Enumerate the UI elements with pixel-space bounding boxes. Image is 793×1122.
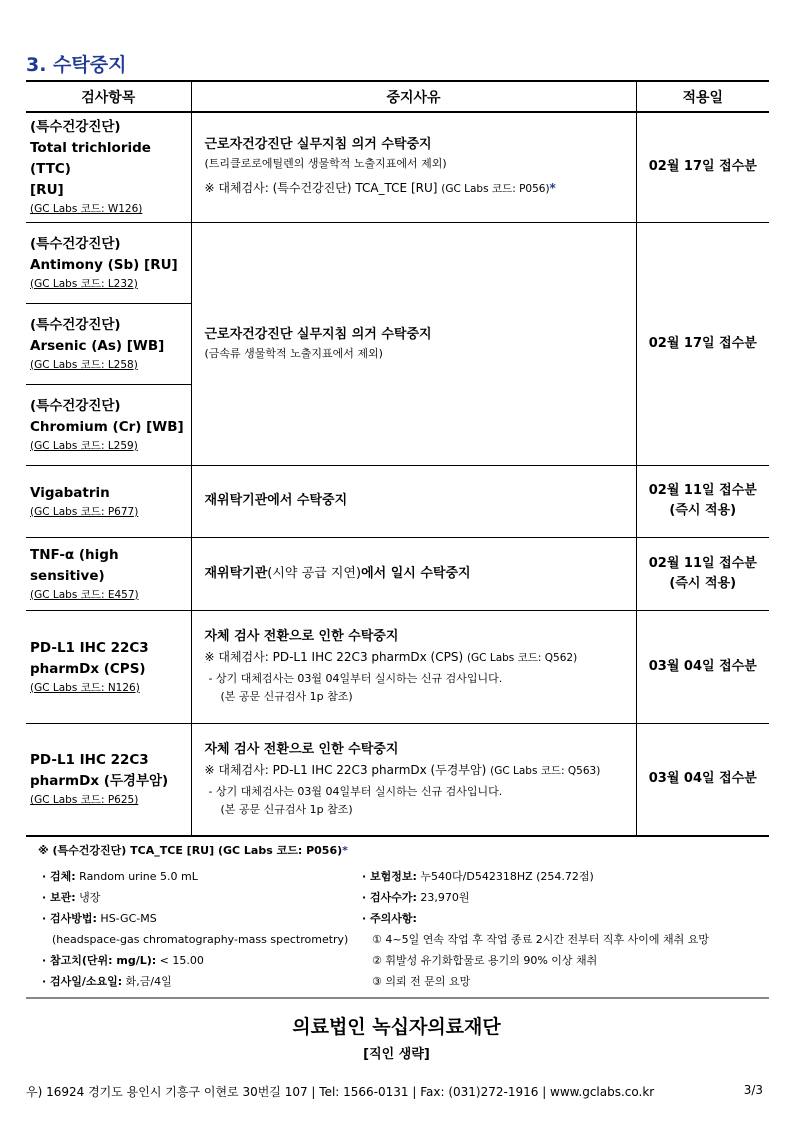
item-category: (특수건강진단) bbox=[30, 235, 121, 252]
note-label: · 보관: bbox=[42, 891, 76, 904]
reason-cell bbox=[191, 537, 636, 610]
note-line bbox=[42, 929, 362, 950]
apply-date: 02월 11일 접수분 bbox=[648, 555, 757, 571]
seal-omitted: [직인 생략] bbox=[363, 1047, 430, 1062]
item-name-cont: pharmDx (CPS) bbox=[30, 660, 146, 677]
asterisk-mark: * bbox=[549, 181, 556, 196]
note-line bbox=[362, 866, 769, 887]
alternative-test bbox=[205, 178, 632, 199]
apply-date: 02월 17일 접수분 bbox=[648, 159, 757, 175]
divider bbox=[26, 997, 769, 999]
reason-main: 근로자건강진단 실무지침 의거 수탁중지 bbox=[204, 327, 432, 342]
apply-date-cell bbox=[636, 723, 769, 836]
note-value: HS-GC-MS bbox=[96, 912, 157, 925]
alternative-test-notes bbox=[26, 842, 769, 1001]
table-row bbox=[26, 723, 769, 836]
reason-cell bbox=[191, 112, 636, 222]
note-value: Random urine 5.0 mL bbox=[75, 870, 198, 883]
note-line bbox=[362, 971, 769, 992]
reason-main: 재위탁기관에서 수탁중지 bbox=[204, 493, 348, 508]
asterisk-mark: * bbox=[342, 844, 348, 857]
note-label: · 보험정보: bbox=[362, 870, 417, 883]
footer-address: 우) 16924 경기도 용인시 기흥구 이현로 30번길 107 | Tel: 1566-0131 | Fax: (031)272-1916 | www.gclabs.co.kr bbox=[26, 1085, 655, 1099]
reason-main bbox=[205, 564, 632, 584]
item-name: Antimony (Sb) [RU] bbox=[30, 256, 178, 273]
note-label: · 주의사항: bbox=[362, 912, 417, 925]
reason-main-part: 에서 일시 수탁중지 bbox=[361, 565, 471, 581]
note-value: 누540다/D542318HZ (254.72점) bbox=[416, 870, 594, 883]
page-footer bbox=[26, 1083, 763, 1100]
apply-date: 03월 04일 접수분 bbox=[648, 658, 757, 674]
reason-note bbox=[205, 801, 632, 819]
apply-date: 03월 04일 접수분 bbox=[648, 771, 757, 787]
table-row bbox=[26, 610, 769, 723]
apply-date-cell bbox=[636, 610, 769, 723]
notes-title-text: ※ (특수건강진단) TCA_TCE [RU] (GC Labs 코드: P056) bbox=[38, 844, 343, 857]
note-label: · 참고치(단위: mg/L): bbox=[42, 954, 157, 967]
test-item-cell bbox=[26, 112, 191, 222]
note-value: 23,970원 bbox=[416, 891, 470, 904]
notes-right-column bbox=[362, 866, 769, 992]
suspension-table bbox=[26, 80, 769, 837]
header-apply-date: 적용일 bbox=[636, 81, 769, 112]
item-code: (GC Labs 코드: P677) bbox=[30, 505, 139, 518]
note-line bbox=[42, 866, 362, 887]
note-line bbox=[362, 887, 769, 908]
apply-date-cell bbox=[636, 465, 769, 537]
test-item-cell bbox=[26, 610, 191, 723]
alternative-test-name: ※ 대체검사: PD-L1 IHC 22C3 pharmDx (CPS) bbox=[204, 650, 467, 664]
item-name: Arsenic (As) [WB] bbox=[30, 337, 165, 354]
note-line bbox=[42, 908, 362, 929]
reason-cell bbox=[191, 465, 636, 537]
apply-date-note: (즉시 적용) bbox=[669, 575, 737, 591]
item-name: Chromium (Cr) [WB] bbox=[30, 418, 184, 435]
note-value: ② 휘발성 유기화합물로 용기의 90% 이상 채취 bbox=[372, 954, 598, 967]
notes-left-column bbox=[42, 866, 362, 992]
table-row bbox=[26, 537, 769, 610]
header-test-item: 검사항목 bbox=[26, 81, 191, 112]
item-code: (GC Labs 코드: P625) bbox=[30, 794, 139, 807]
apply-date: 02월 17일 접수분 bbox=[648, 335, 757, 351]
alternative-test-code: (GC Labs 코드: Q562) bbox=[466, 652, 578, 664]
reason-note-ref: (본 공문 신규검사 1p 참조) bbox=[220, 690, 353, 703]
note-line bbox=[362, 929, 769, 950]
reason-main: 자체 검사 전환으로 인한 수탁중지 bbox=[204, 629, 399, 644]
alternative-test bbox=[205, 647, 632, 668]
alternative-test-name: ※ 대체검사: (특수건강진단) TCA_TCE [RU] bbox=[204, 181, 442, 196]
reason-main: 자체 검사 전환으로 인한 수탁중지 bbox=[204, 741, 399, 757]
note-line bbox=[42, 971, 362, 992]
notes-title bbox=[26, 842, 769, 860]
note-value: (headspace-gas chromatography-mass spectrometry) bbox=[52, 933, 349, 946]
reason-sub: (금속류 생물학적 노출지표에서 제외) bbox=[204, 347, 383, 360]
reason-note-ref: (본 공문 신규검사 1p 참조) bbox=[220, 802, 353, 816]
note-line bbox=[362, 950, 769, 971]
reason-note bbox=[205, 688, 632, 706]
apply-date-cell bbox=[636, 537, 769, 610]
item-category: (특수건강진단) bbox=[30, 119, 121, 136]
apply-date: 02월 11일 접수분 bbox=[648, 483, 757, 498]
note-value: ① 4~5일 연속 작업 후 작업 종료 2시간 전부터 직후 사이에 채취 요망 bbox=[372, 933, 710, 946]
reason-note: - 상기 대체검사는 03월 04일부터 실시하는 신규 검사입니다. bbox=[208, 672, 503, 685]
item-name: PD-L1 IHC 22C3 bbox=[30, 752, 149, 769]
item-specimen: [RU] bbox=[30, 182, 64, 199]
item-code: (GC Labs 코드: L232) bbox=[30, 277, 138, 290]
page-number: 3/3 bbox=[743, 1083, 763, 1097]
note-label: · 검사방법: bbox=[42, 912, 97, 925]
note-label: · 검사일/소요일: bbox=[42, 975, 123, 988]
test-item-cell bbox=[26, 303, 191, 384]
item-name: Total trichloride (TTC) bbox=[30, 140, 151, 178]
reason-detail: (시약 공급 지연) bbox=[267, 565, 362, 581]
item-code: (GC Labs 코드: E457) bbox=[30, 588, 139, 601]
alternative-test bbox=[205, 760, 632, 781]
table-row bbox=[26, 222, 769, 303]
item-code: (GC Labs 코드: N126) bbox=[30, 681, 140, 694]
test-item-cell bbox=[26, 384, 191, 465]
note-label: · 검체: bbox=[42, 870, 76, 883]
alternative-test-name: ※ 대체검사: PD-L1 IHC 22C3 pharmDx (두경부암) bbox=[204, 762, 491, 777]
reason-sub: (트리클로로에틸렌의 생물학적 노출지표에서 제외) bbox=[204, 157, 447, 171]
table-row bbox=[26, 112, 769, 222]
test-item-cell bbox=[26, 537, 191, 610]
note-line bbox=[362, 908, 769, 929]
note-line bbox=[42, 950, 362, 971]
note-value: ③ 의뢰 전 문의 요망 bbox=[372, 975, 471, 988]
organization-name: 의료법인 녹십자의료재단 bbox=[292, 1016, 501, 1038]
test-item-cell bbox=[26, 465, 191, 537]
reason-main-part: 재위탁기관 bbox=[204, 565, 268, 581]
item-name: Vigabatrin bbox=[30, 484, 110, 501]
notes-grid bbox=[26, 866, 769, 1001]
apply-date-cell bbox=[636, 222, 769, 465]
item-category: (특수건강진단) bbox=[30, 397, 121, 414]
reason-cell bbox=[191, 610, 636, 723]
note-line bbox=[42, 887, 362, 908]
apply-date-note: (즉시 적용) bbox=[669, 503, 737, 518]
item-code: (GC Labs 코드: L258) bbox=[30, 358, 138, 371]
note-label: · 검사수가: bbox=[362, 891, 417, 904]
item-name: PD-L1 IHC 22C3 bbox=[30, 639, 149, 656]
reason-main: 근로자건강진단 실무지침 의거 수탁중지 bbox=[204, 137, 432, 153]
reason-cell bbox=[191, 723, 636, 836]
section-title: 3. 수탁중지 bbox=[26, 54, 127, 76]
reason-cell bbox=[191, 222, 636, 465]
note-value: < 15.00 bbox=[156, 954, 204, 967]
item-name-cont: pharmDx (두경부암) bbox=[30, 773, 169, 790]
test-item-cell bbox=[26, 723, 191, 836]
test-item-cell bbox=[26, 222, 191, 303]
item-code: (GC Labs 코드: L259) bbox=[30, 439, 138, 452]
reason-note: - 상기 대체검사는 03월 04일부터 실시하는 신규 검사입니다. bbox=[208, 784, 503, 798]
table-header-row bbox=[26, 81, 769, 112]
alternative-test-code: (GC Labs 코드: Q563) bbox=[490, 764, 601, 777]
note-value: 화,금/4일 bbox=[122, 975, 172, 988]
item-category: (특수건강진단) bbox=[30, 316, 121, 333]
item-name: TNF-α (high sensitive) bbox=[30, 546, 119, 584]
table-row bbox=[26, 465, 769, 537]
header-reason: 중지사유 bbox=[191, 81, 636, 112]
note-value: 냉장 bbox=[75, 891, 101, 904]
apply-date-cell bbox=[636, 112, 769, 222]
item-code: (GC Labs 코드: W126) bbox=[30, 203, 143, 216]
alternative-test-code: (GC Labs 코드: P056) bbox=[441, 183, 550, 196]
